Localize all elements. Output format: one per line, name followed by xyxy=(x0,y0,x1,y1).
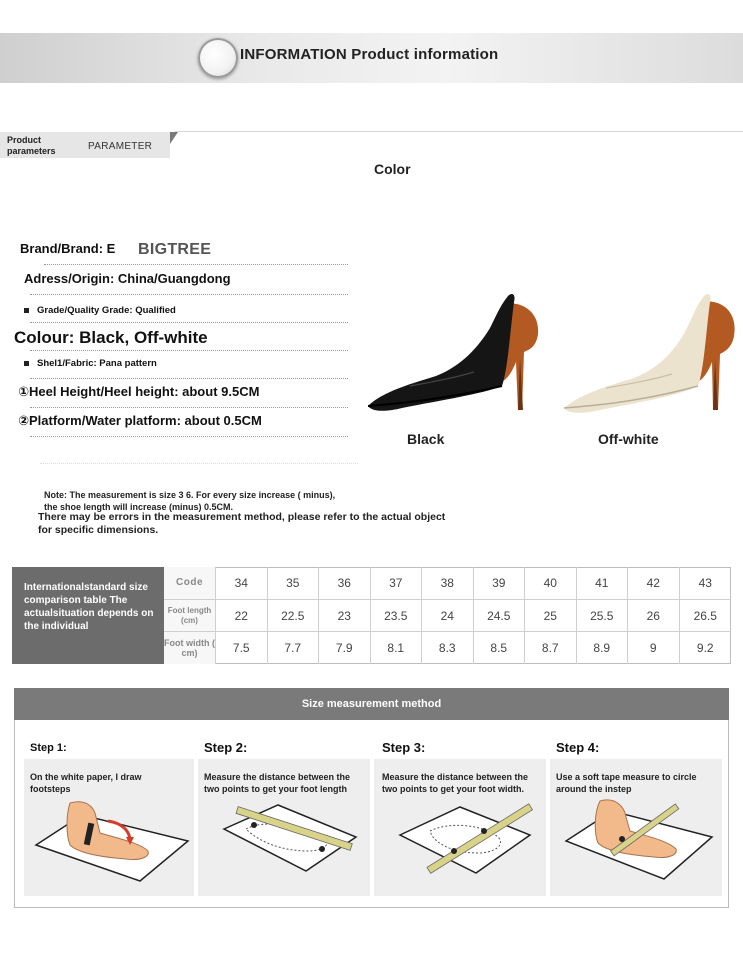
dotted-divider xyxy=(30,378,348,379)
step-2-illustration xyxy=(204,795,364,887)
size-table-side-text: Internationalstandard size comparison table The actualsituation depends on the individual xyxy=(24,582,154,632)
code-cell: 34 xyxy=(216,567,268,599)
row-header-code: Code xyxy=(164,567,216,599)
error-note: There may be errors in the measurement method, please refer to the actual object for specific dimensions. xyxy=(38,511,446,536)
step-4-text: Use a soft tape measure to circle around the instep xyxy=(556,772,697,794)
step-4-illustration xyxy=(556,795,716,887)
shoe-label-off-white: Off-white xyxy=(598,431,659,447)
foot-length-cell: 24.5 xyxy=(474,600,526,631)
foot-width-cell: 8.5 xyxy=(474,632,526,664)
row-header-foot-width: Foot width ( cm) xyxy=(164,632,216,664)
step-2-text: Measure the distance between the two points to get your foot length xyxy=(204,772,351,794)
step-4-title: Step 4: xyxy=(556,740,600,755)
dotted-divider xyxy=(30,322,348,323)
spec-fabric xyxy=(24,358,157,369)
foot-length-cell: 23.5 xyxy=(371,600,423,631)
code-cell: 39 xyxy=(474,567,526,599)
divider xyxy=(175,131,743,132)
row-header-foot-length: Foot length (cm) xyxy=(164,600,216,631)
dotted-divider xyxy=(30,294,348,295)
spec-grade xyxy=(24,305,176,316)
code-cell: 42 xyxy=(628,567,680,599)
step-3-text: Measure the distance between the two points to get your foot width. xyxy=(382,772,529,794)
size-row-foot-width xyxy=(164,632,731,664)
parameter-tab-label-line1: Product xyxy=(7,135,42,145)
spec-colour: Colour: Black, Off-white xyxy=(14,328,208,347)
foot-width-cell: 8.1 xyxy=(371,632,423,664)
foot-width-cell: 7.5 xyxy=(216,632,268,664)
dotted-divider xyxy=(30,350,348,351)
foot-length-cell: 25 xyxy=(525,600,577,631)
tab-notch xyxy=(170,132,178,144)
code-cell: 43 xyxy=(698,576,712,590)
color-heading: Color xyxy=(374,161,411,177)
step-1-illustration xyxy=(30,795,190,887)
spec-brand: Brand/Brand: E xyxy=(20,241,116,256)
step-1-text: On the white paper, I draw footsteps xyxy=(30,772,142,794)
dotted-divider xyxy=(40,463,358,464)
step-3-illustration xyxy=(380,795,540,887)
step-1-title: Step 1: xyxy=(30,742,67,754)
parameter-tab-label xyxy=(7,135,56,157)
foot-length-cell: 23 xyxy=(319,600,371,631)
dotted-divider xyxy=(30,407,348,408)
parameter-tab-label-line2: parameters xyxy=(7,146,56,156)
shoe-label-black: Black xyxy=(407,431,445,447)
code-cell: 41 xyxy=(577,567,629,599)
black-shoe-image xyxy=(362,282,542,416)
foot-length-cell: 25.5 xyxy=(577,600,629,631)
spec-grade-text: Grade/Quality Grade: Qualified xyxy=(37,305,176,316)
foot-length-cell: 22.5 xyxy=(268,600,320,631)
parameter-tab-heading: PARAMETER xyxy=(88,141,153,152)
code-cell: 35 xyxy=(268,567,320,599)
foot-length-cell: 26 xyxy=(628,600,680,631)
off-white-shoe-image xyxy=(560,282,740,416)
bullet-icon xyxy=(24,361,29,366)
size-row-foot-length xyxy=(164,600,731,631)
measurement-note: Note: The measurement is size 3 6. For every size increase ( minus), the shoe length will increase (minus) 0.5CM. xyxy=(44,490,336,512)
spec-brand-value: BIGTREE xyxy=(138,241,212,258)
step-2-title: Step 2: xyxy=(204,740,248,755)
spec-origin: Adress/Origin: China/Guangdong xyxy=(24,271,231,286)
code-cell: 37 xyxy=(371,567,423,599)
step-3-title: Step 3: xyxy=(382,740,426,755)
banner-circle-icon xyxy=(198,38,238,78)
spec-heel: ①Heel Height/Heel height: about 9.5CM xyxy=(18,384,260,399)
spec-platform: ②Platform/Water platform: about 0.5CM xyxy=(18,413,262,428)
foot-width-cell: 7.7 xyxy=(268,632,320,664)
code-cell: 36 xyxy=(319,567,371,599)
dotted-divider xyxy=(30,436,348,437)
code-cell: 40 xyxy=(525,567,577,599)
foot-length-cell: 24 xyxy=(422,600,474,631)
foot-width-cell: 8.7 xyxy=(525,632,577,664)
foot-width-cell: 8.3 xyxy=(422,632,474,664)
size-row-code xyxy=(164,567,731,599)
foot-width-cell: 7.9 xyxy=(319,632,371,664)
foot-length-cell: 22 xyxy=(216,600,268,631)
spec-fabric-text: Shel1/Fabric: Pana pattern xyxy=(37,358,157,369)
foot-width-cell: 8.9 xyxy=(577,632,629,664)
dotted-divider xyxy=(44,264,348,265)
code-cell: 38 xyxy=(422,567,474,599)
page-title: INFORMATION Product information xyxy=(240,46,499,63)
foot-length-cell: 26.5 xyxy=(693,608,717,623)
measurement-title: Size measurement method xyxy=(301,698,442,710)
foot-width-cell: 9.2 xyxy=(696,641,714,655)
foot-width-cell: 9 xyxy=(628,632,680,664)
bullet-icon xyxy=(24,308,29,313)
